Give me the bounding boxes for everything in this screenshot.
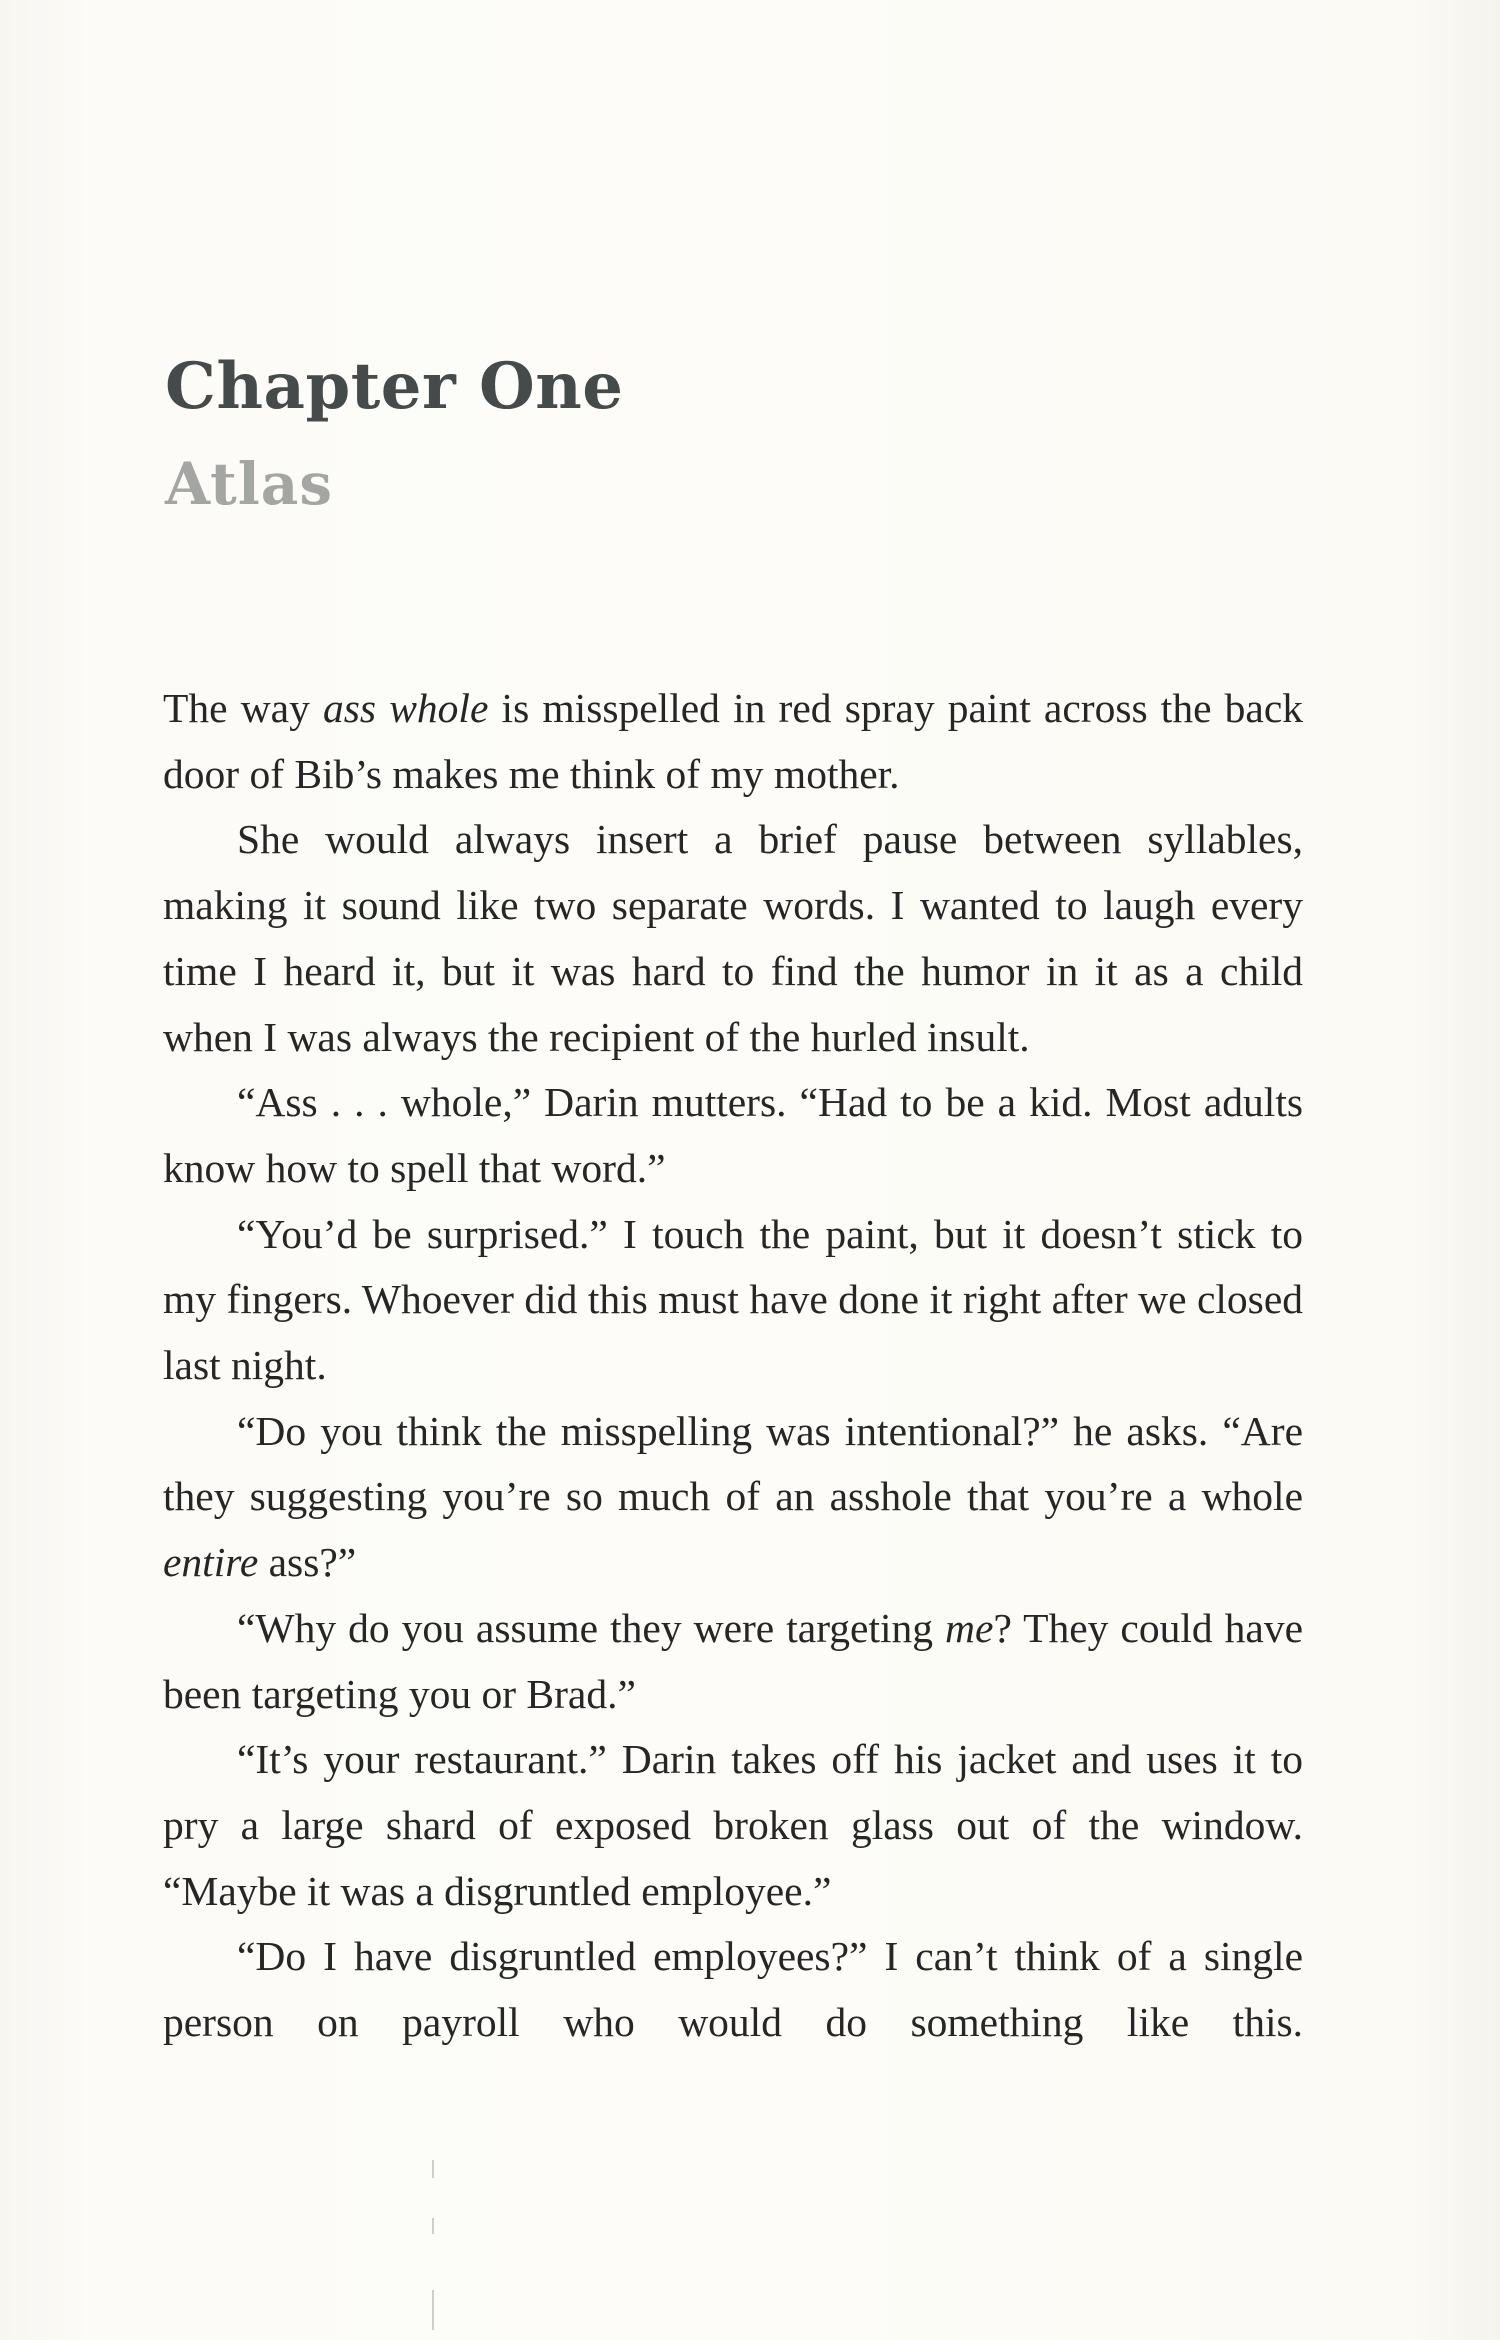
italic-text-segment: me [945, 1604, 994, 1651]
text-segment: She would always insert a brief pause between syllables, making it sound like two separate words. I wanted to laugh every time I heard it, but it was hard to find the humor in it as a child when I was always the recipient of the hurled insult. [163, 816, 1303, 1060]
text-segment: is misspelled in red spray paint across the back door of Bib’s makes me think of my mother. [163, 685, 1303, 797]
text-segment: “Ass . . . whole,” Darin mutters. “Had to be a kid. Most adults know how to spell that word.” [163, 1079, 1303, 1191]
text-segment: ? They could have been targeting you or Brad.” [163, 1604, 1304, 1717]
paragraph [163, 1924, 1303, 2055]
paragraph [163, 1399, 1303, 1596]
paragraph [163, 1727, 1303, 1924]
body-text [163, 676, 1303, 2056]
italic-text-segment: entire [163, 1539, 259, 1586]
chapter-name: Atlas [165, 450, 334, 518]
text-segment: “Do you think the misspelling was intentional?” he asks. “Are they suggesting you’re so much of an asshole that you’re a whole [163, 1407, 1303, 1520]
paragraph [163, 1596, 1303, 1727]
text-segment: “Do I have disgruntled employees?” I can’t think of a single person on payroll who would do something like this. [163, 1933, 1303, 2046]
chapter-heading: Chapter One [165, 349, 624, 424]
text-segment: “It’s your restaurant.” Darin takes off his jacket and uses it to pry a large shard of exposed broken glass out of the window. “Maybe it was a disgruntled employee.” [163, 1736, 1303, 1914]
paragraph [163, 807, 1303, 1070]
paragraph [163, 1202, 1303, 1399]
scan-mark [432, 2160, 434, 2178]
scan-mark [432, 2218, 434, 2234]
text-segment: ass?” [258, 1539, 357, 1586]
text-segment: “You’d be surprised.” I touch the paint, but it doesn’t stick to my fingers. Whoever did this must have done it right after we closed last night. [163, 1210, 1303, 1389]
italic-text-segment: ass whole [323, 685, 489, 731]
scan-mark [432, 2290, 434, 2330]
paragraph [163, 1070, 1303, 1201]
text-segment: The way [163, 685, 324, 731]
text-segment: “Why do you assume they were targeting [237, 1604, 946, 1651]
paragraph [163, 676, 1303, 807]
